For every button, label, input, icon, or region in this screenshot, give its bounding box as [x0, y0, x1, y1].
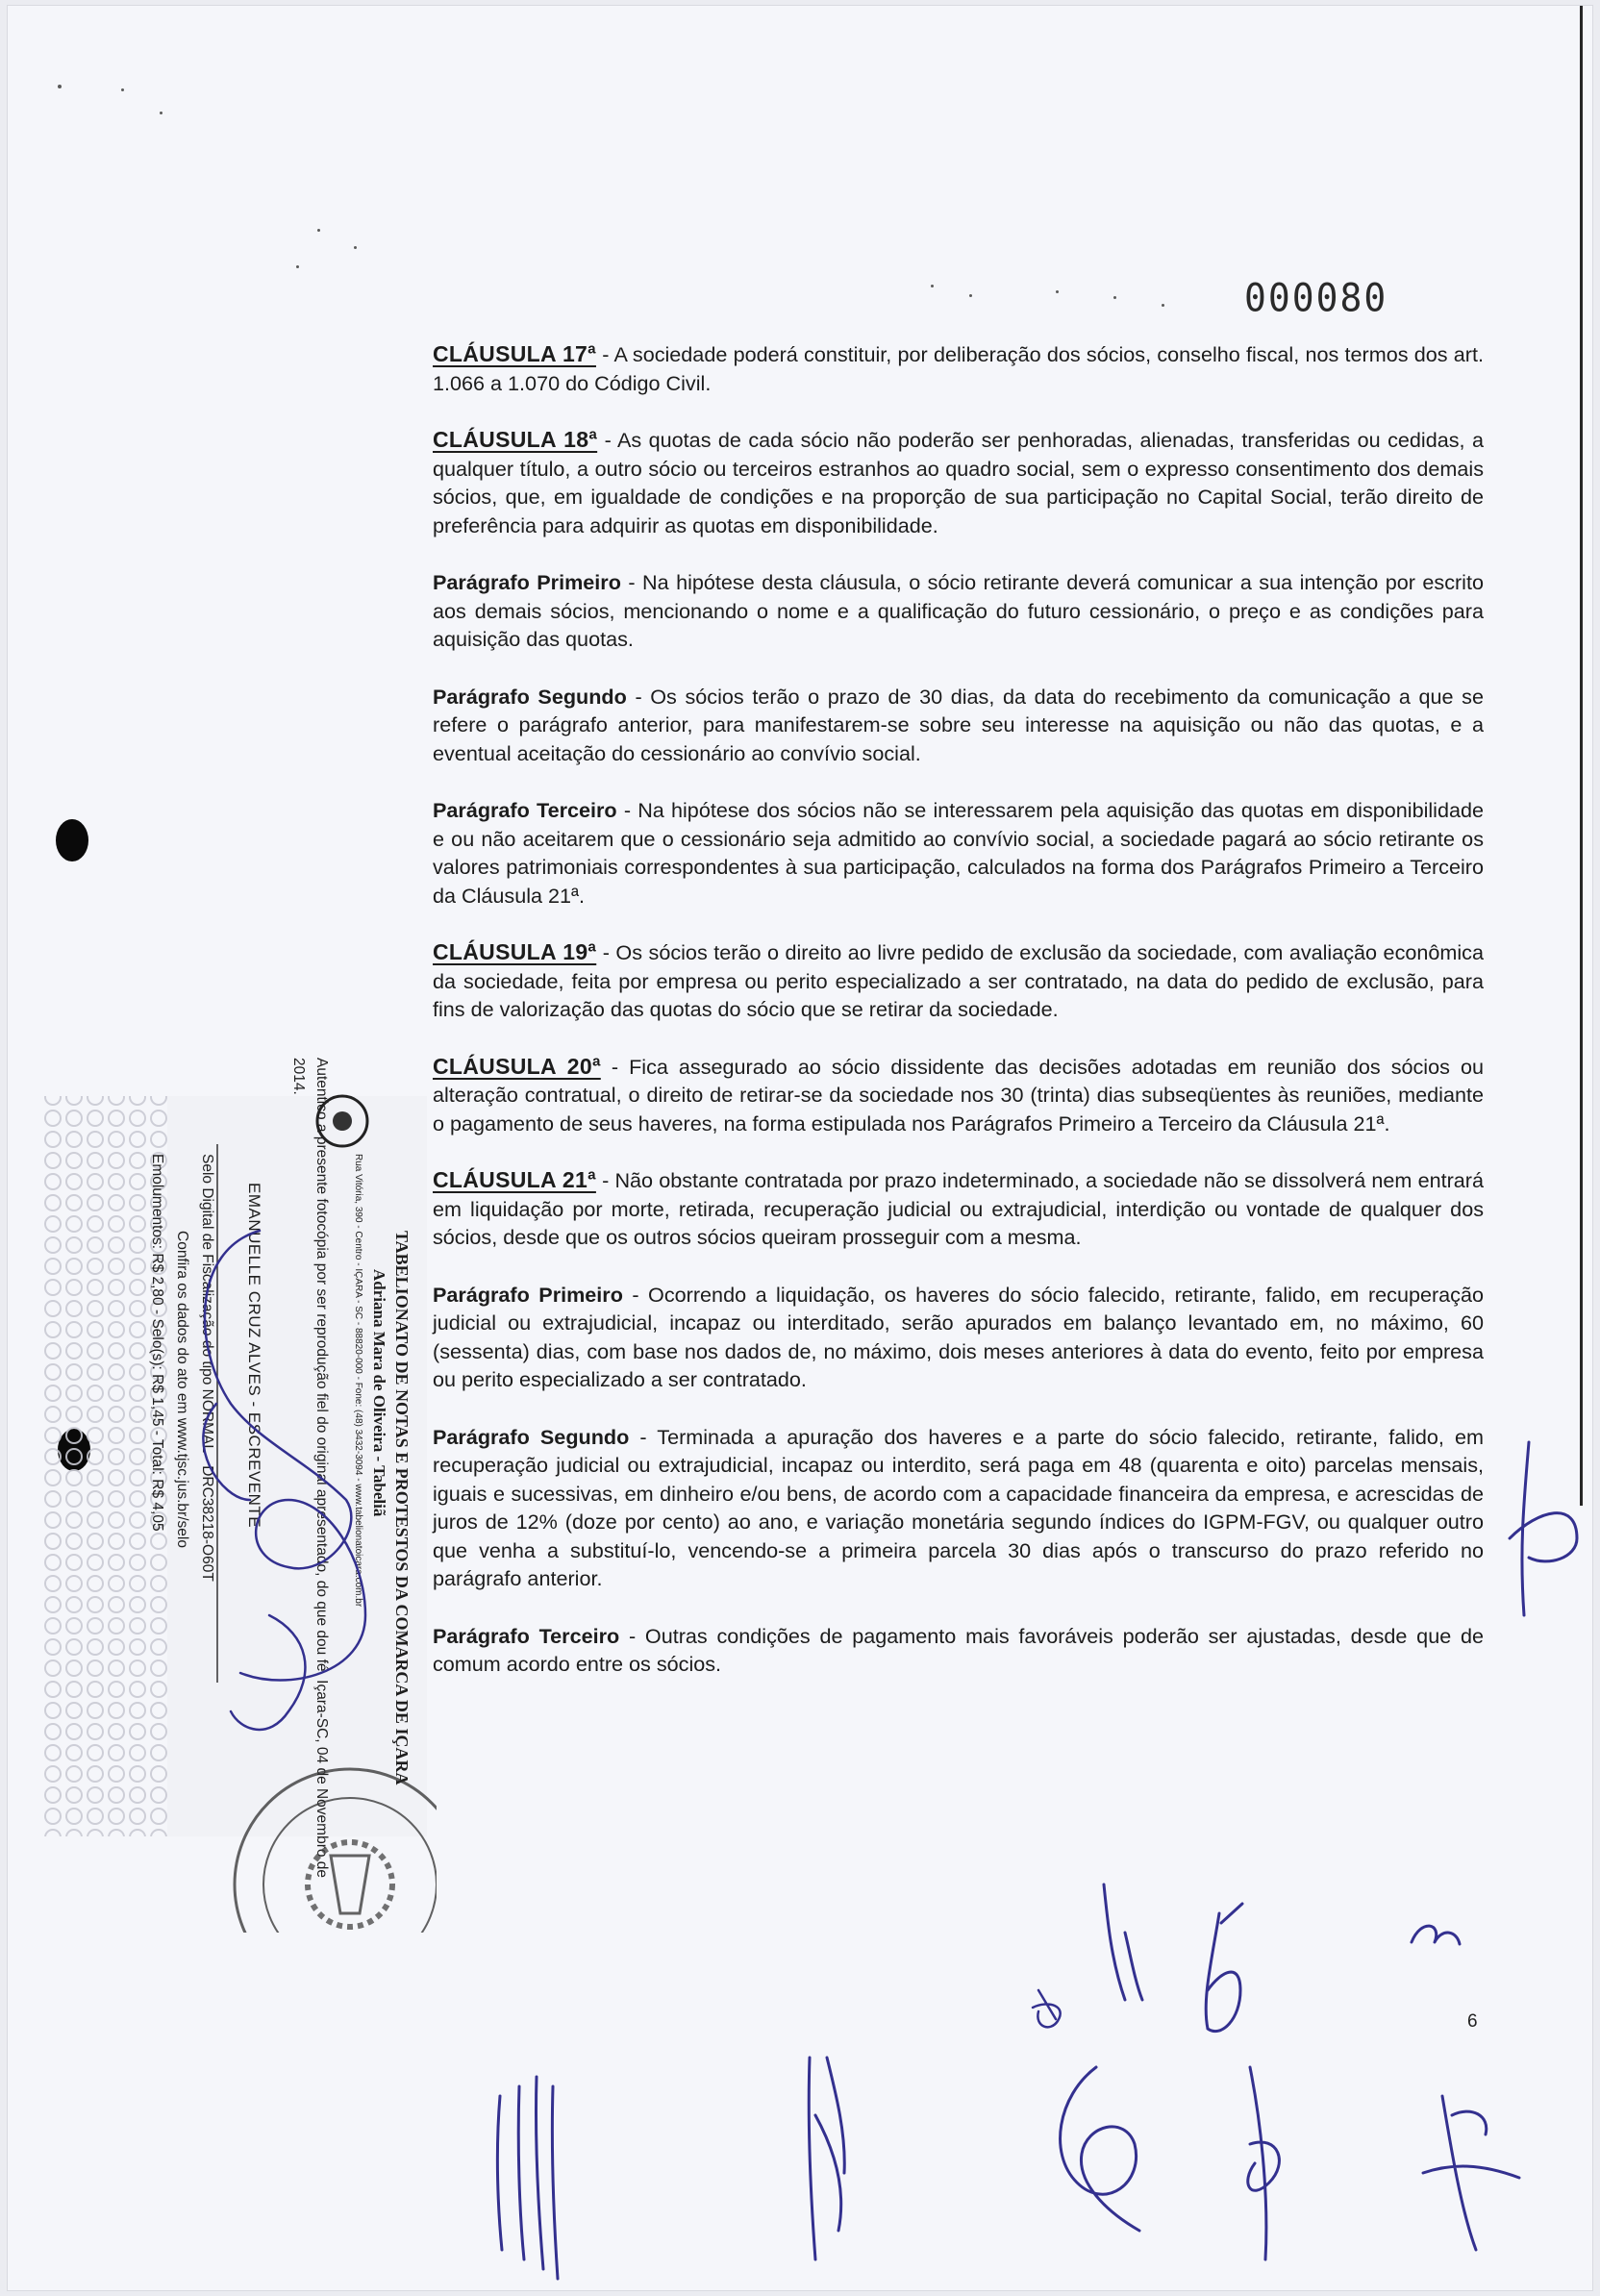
- paragraph-heading: Parágrafo Terceiro: [433, 1623, 620, 1648]
- clause-19: [433, 938, 1484, 1024]
- paragraph-text: - Outras condições de pagamento mais favoráveis poderão ser ajustadas, desde que de comum acordo entre os sócios.: [433, 1623, 1484, 1676]
- clause-17: [433, 340, 1484, 397]
- clause-heading: CLÁUSULA 17ª: [433, 341, 596, 366]
- scan-speck: [160, 112, 162, 114]
- clause-18-paragraph-3: [433, 796, 1484, 910]
- clause-heading: CLÁUSULA 21ª: [433, 1167, 596, 1192]
- paragraph-heading: Parágrafo Primeiro: [433, 1282, 623, 1307]
- clause-18-paragraph-2: [433, 683, 1484, 768]
- round-seal-icon: [235, 1769, 437, 1933]
- scan-speck: [58, 85, 62, 88]
- paragraph-heading: Parágrafo Primeiro: [433, 570, 621, 594]
- clause-heading: CLÁUSULA 18ª: [433, 427, 598, 452]
- paragraph-text: - Na hipótese dos sócios não se interessarem pela aquisição das quotas em disponibilidade e ou não aceitarem que o cessionário seja admitido ao convívio social, a sociedade pagará ao sócio retirante os valores patrimoniais correspondentes à sua participação, calculados na forma dos Parágrafos Primeiro a Terceiro da Cláusula 21ª.: [433, 798, 1485, 908]
- scan-speck: [296, 265, 299, 268]
- paragraph-text: - Os sócios terão o prazo de 30 dias, da data do recebimento da comunicação a que se refere o parágrafo anterior, para manifestarem-se sobre seu interesse na aquisição ou não das quotas, e a eventual aceitação do cessionário ao convívio social.: [433, 684, 1484, 765]
- paragraph-heading: Parágrafo Terceiro: [433, 798, 617, 822]
- scan-speck: [354, 246, 357, 249]
- scan-speck: [317, 229, 320, 232]
- stamp-address: Rua Vitória, 390 - Centro - IÇARA - SC - 88820-000 - Fone: (48) 3432-3094 - www.tabelionatoicara.com.br: [353, 1154, 363, 1608]
- clause-text: - As quotas de cada sócio não poderão ser penhoradas, alienadas, transferidas ou cedidas, a qualquer título, a outro sócio ou terceiros estranhos ao quadro social, sem o expresso consentimento dos demais sócios, que, em igualdade de condições e na proporção de sua participação no Capital Social, terão direito de preferência para adquirir as quotas em disponibilidade.: [433, 428, 1484, 537]
- document-body: [433, 340, 1484, 1708]
- stamp-seal-line: Selo Digital de Fiscalização do tipo NORMAL - DRC38218-O60T: [199, 1154, 215, 1582]
- clause-21-paragraph-2: [433, 1423, 1484, 1593]
- paragraph-text: - Ocorrendo a liquidação, os haveres do sócio falecido, retirante, falido, em recuperação judicial ou extrajudicial, incapaz ou interditado, serão apurados em balanço levantado em, no máximo, 60 (sessenta) dias, com base nos dados de, no máximo, dois meses anteriores à data do evento, feito por empresa ou perito especializado a ser contratado.: [433, 1282, 1484, 1391]
- stamp-verify-line: Confira os dados do ato em www.tjsc.jus.br/selo: [174, 1231, 190, 1548]
- clause-20: [433, 1053, 1484, 1138]
- stamp-office-name: TABELIONATO DE NOTAS E PROTESTOS DA COMARCA DE IÇARA: [392, 1231, 412, 1785]
- clause-heading: CLÁUSULA 19ª: [433, 939, 597, 964]
- clause-21: [433, 1166, 1484, 1252]
- clause-text: - Fica assegurado ao sócio dissidente das decisões adotadas em reunião dos sócios ou alteração contratual, o direito de retirar-se da sociedade nos 30 (trinta) dias subseqüentes às reuniões, mediante o pagamento de seus haveres, na forma estipulada nos Parágrafos Primeiro a Terceiro da Cláusula 21ª.: [433, 1054, 1484, 1136]
- clause-21-paragraph-1: [433, 1281, 1484, 1394]
- scan-speck: [969, 294, 972, 297]
- clause-18-paragraph-1: [433, 568, 1484, 654]
- punch-hole: [56, 819, 88, 861]
- stamp-certification-line-1: Autentico a presente fotocópia por ser reprodução fiel do original apresentado, do que dou fé. Içara-SC, 04 de Novembro de 2014.: [290, 1058, 330, 1879]
- stamp-notary-name: Adriana Mara de Oliveira - Tabeliã: [370, 1269, 388, 1517]
- scan-speck: [931, 285, 934, 287]
- page-number-stamp: 000080: [1244, 275, 1388, 321]
- stamp-overlay-marks: [42, 1086, 437, 1933]
- clause-text: - Não obstante contratada por prazo indeterminado, a sociedade não se dissolverá nem entrará em liquidação por morte, retirada, recuperação judicial ou extrajudicial, interdição ou vontade de qualquer dos sócios, desde que os outros sócios queiram prosseguir com a mesma.: [433, 1168, 1484, 1249]
- clause-text: - A sociedade poderá constituir, por deliberação dos sócios, conselho fiscal, nos termos dos art. 1.066 a 1.070 do Código Civil.: [433, 342, 1484, 395]
- stamp-fees-line: Emolumentos: R$ 2,80 - Selo(s): R$ 1,45 - Total: R$ 4,05: [149, 1154, 165, 1532]
- paragraph-heading: Parágrafo Segundo: [433, 1424, 630, 1449]
- scan-speck: [1162, 304, 1164, 307]
- paragraph-text: - Na hipótese desta cláusula, o sócio retirante deverá comunicar a sua intenção por escrito aos demais sócios, mencionando o nome e a qualificação do futuro cessionário, o preço e as condições para aquisição das quotas.: [433, 570, 1484, 651]
- scan-speck: [1113, 296, 1116, 299]
- scan-edge-line: [1580, 6, 1583, 1506]
- clause-21-paragraph-3: [433, 1622, 1484, 1679]
- paragraph-text: - Terminada a apuração dos haveres e a parte do sócio falecido, retirante, falido, em recuperação judicial ou extrajudicial, incapaz ou interdito, será paga em 48 (quarenta e oito) parcelas mensais, iguais e sucessivas, em dinheiro e/ou bens, de acordo com a capacidade financeira da empresa, e acrescidas de juros de 12% (doze por cento) ao ano, e variação monetária segundo índices do IGPM-FGV, ou qualquer outro que venha a substituí-lo, vencendo-se a primeira parcela 30 dias após o transcurso do prazo referido no parágrafo anterior.: [433, 1424, 1484, 1590]
- notary-authentication-stamp: [42, 1058, 437, 1933]
- scan-speck: [1056, 290, 1059, 293]
- clause-heading: CLÁUSULA 20ª: [433, 1053, 601, 1079]
- scan-speck: [121, 88, 124, 91]
- page-folio-number: 6: [1467, 2011, 1478, 2032]
- clause-18: [433, 426, 1484, 539]
- stamp-clerk-name: EMANUELLE CRUZ ALVES - ESCREVENTE: [245, 1183, 263, 1529]
- clause-text: - Os sócios terão o direito ao livre pedido de exclusão da sociedade, com avaliação econômica da sociedade, feita por empresa ou perito especializado a ser contratado, na data do pedido de exclusão, para fins de valorização das quotas do sócio que se retirar da sociedade.: [433, 940, 1484, 1021]
- paragraph-heading: Parágrafo Segundo: [433, 684, 627, 709]
